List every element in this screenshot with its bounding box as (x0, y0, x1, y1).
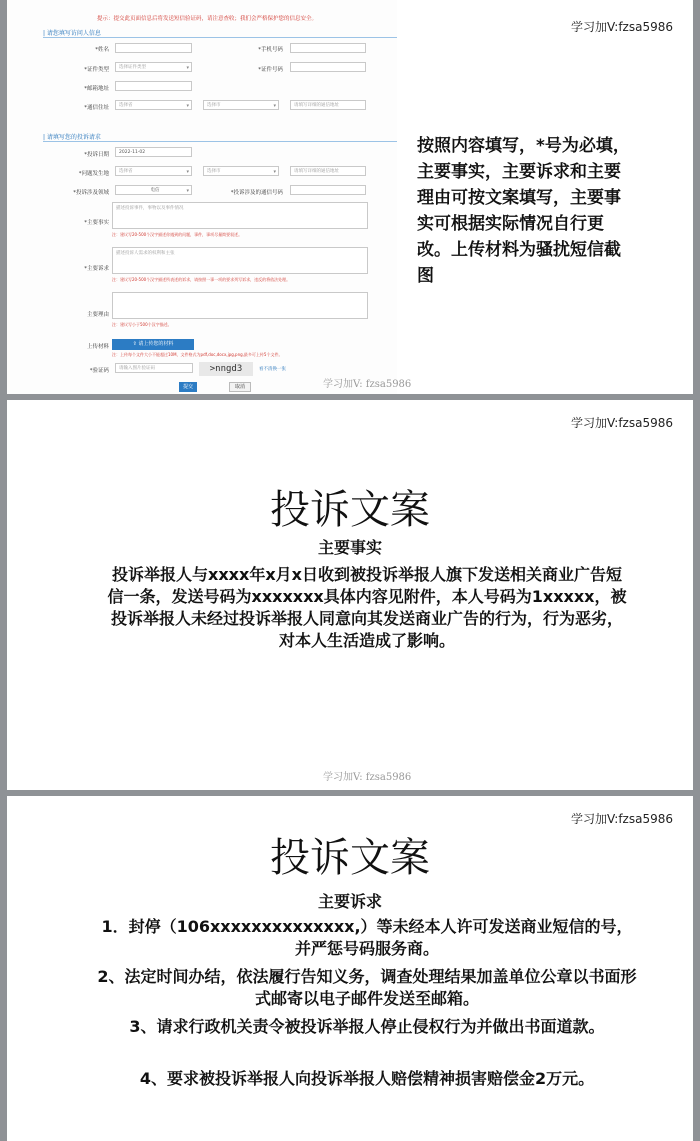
doc-page-facts (7, 400, 693, 790)
section-divider (43, 37, 397, 38)
section-divider (43, 141, 397, 142)
submit-button[interactable]: 提交 (179, 382, 197, 392)
doc-subtitle: 主要诉求 (317, 892, 382, 911)
doc-title: 投诉文案 (270, 835, 430, 881)
facts-label: *主要事实 (84, 220, 109, 226)
address-input[interactable]: 请填写详细的通信地址 (290, 100, 366, 110)
domain-label: *投诉涉及领域 (73, 190, 109, 196)
watermark: 学习加V:fzsa5986 (571, 416, 673, 430)
facts-textarea[interactable]: 描述投诉事件，事物以及事件情况 (112, 202, 368, 229)
watermark-small: 学习加V: fzsa5986 (323, 379, 412, 390)
doc-title: 投诉文案 (270, 487, 430, 533)
upload-hint: 注：上传每个文件大小不能超过10M，文件格式为pdf,doc,docx,jpg,png,最多可上传5个文件。 (112, 352, 283, 357)
claim-item: 2、法定时间办结，依法履行告知义务，调查处理结果加盖单位公章以书面形式邮寄以电子邮件发送至邮箱。 (97, 967, 637, 1008)
location-label: *问题发生地 (78, 171, 109, 177)
location-city-select[interactable]: 选择市 ▾ (203, 166, 279, 176)
watermark: 学习加V:fzsa5986 (571, 812, 673, 826)
complaint-form-screenshot (7, 0, 397, 394)
form-panel (7, 0, 693, 394)
doc-page-claims (7, 796, 693, 1141)
name-label: *姓名 (95, 47, 109, 53)
form-notice: 提示：提交此页面信息后将发送短信验证码，请注意查收；我们会严格保护您的信息安全。 (97, 16, 318, 22)
phone-input[interactable] (290, 43, 366, 53)
instruction-text: 按照内容填写，*号为必填，主要事实，主要诉求和主要理由可按文案填写，主要事实可根据实际情况自行更改。上传材料为骚扰短信截图 (417, 136, 630, 286)
address-label: *通信住址 (84, 105, 109, 111)
claim-item: 4、要求被投诉举报人向投诉举报人赔偿精神损害赔偿金2万元。 (139, 1069, 595, 1088)
reason-label: 主要理由 (86, 312, 109, 318)
claim-item: 1．封停（106xxxxxxxxxxxxxx,）等未经本人许可发送商业短信的号，并严惩号码服务商。 (101, 917, 633, 958)
claim-item: 3、请求行政机关责令被投诉举报人停止侵权行为并做出书面道款。 (129, 1017, 605, 1036)
domain-select[interactable]: 电信 ▾ (115, 185, 192, 195)
upload-button[interactable]: ⇪ 请上传您的材料 (112, 339, 194, 350)
email-input[interactable] (115, 81, 192, 91)
id-number-label: *证件号码 (258, 67, 283, 73)
watermark: 学习加V:fzsa5986 (571, 20, 673, 34)
claims-textarea[interactable]: 描述投诉人需求的权利和主张 (112, 247, 368, 274)
section-complaint-title: | 请填写您的投诉请求 (43, 134, 101, 141)
reason-hint: 注：建议写小于500个汉字描述。 (112, 322, 172, 327)
phone-label: *手机号码 (258, 47, 283, 53)
watermark-small: 学习加V: fzsa5986 (323, 772, 412, 783)
name-input[interactable] (115, 43, 192, 53)
upload-label: 上传材料 (86, 344, 109, 350)
captcha-label: *验证码 (89, 368, 109, 374)
id-number-input[interactable] (290, 62, 366, 72)
date-input[interactable]: 2022-11-02 (115, 147, 192, 157)
date-label: *投诉日期 (84, 152, 109, 158)
doc-subtitle: 主要事实 (317, 538, 382, 557)
captcha-input[interactable]: 请输入图片验证码 (115, 363, 193, 373)
section-visitor-info-title: | 请您填写访问人信息 (43, 30, 101, 37)
email-label: *邮箱地址 (84, 86, 109, 92)
id-type-label: *证件类型 (84, 67, 109, 73)
reason-textarea[interactable] (112, 292, 368, 319)
target-number-input[interactable] (290, 185, 366, 195)
target-number-label: *投诉涉及的通信号码 (230, 190, 283, 196)
location-input[interactable]: 请填写详细的通信地址 (290, 166, 366, 176)
cancel-button[interactable]: 取消 (229, 382, 251, 392)
facts-body: 投诉举报人与xxxx年x月x日收到被投诉举报人旗下发送相关商业广告短信一条，发送号码为xxxxxxx具体内容见附件，本人号码为1xxxxx，被投诉举报人未经过投诉举报人同意向其发送商业广告的行为，行为恶劣，对本人生活造成了影响。 (107, 565, 627, 650)
facts-hint: 注：建议写20-500个汉字描述你遇到的问题，事件，事项尽量简要叙述。 (112, 232, 243, 237)
province-select[interactable]: 选择省 ▾ (115, 100, 192, 110)
upload-icon: ⇪ (132, 341, 139, 347)
refresh-captcha-link[interactable]: 看不清换一张 (259, 367, 286, 372)
id-type-select[interactable]: 选择证件类型 ▾ (115, 62, 192, 72)
city-select[interactable]: 选择市 ▾ (203, 100, 279, 110)
claims-hint: 注：建议写20-500个汉字描述所表述的诉求，请按照一事一项的要求列写诉求，违反的将依法处理。 (112, 277, 291, 282)
captcha-image[interactable]: >nngd3 (199, 362, 253, 376)
location-province-select[interactable]: 选择省 ▾ (115, 166, 192, 176)
claims-label: *主要诉求 (84, 266, 109, 272)
